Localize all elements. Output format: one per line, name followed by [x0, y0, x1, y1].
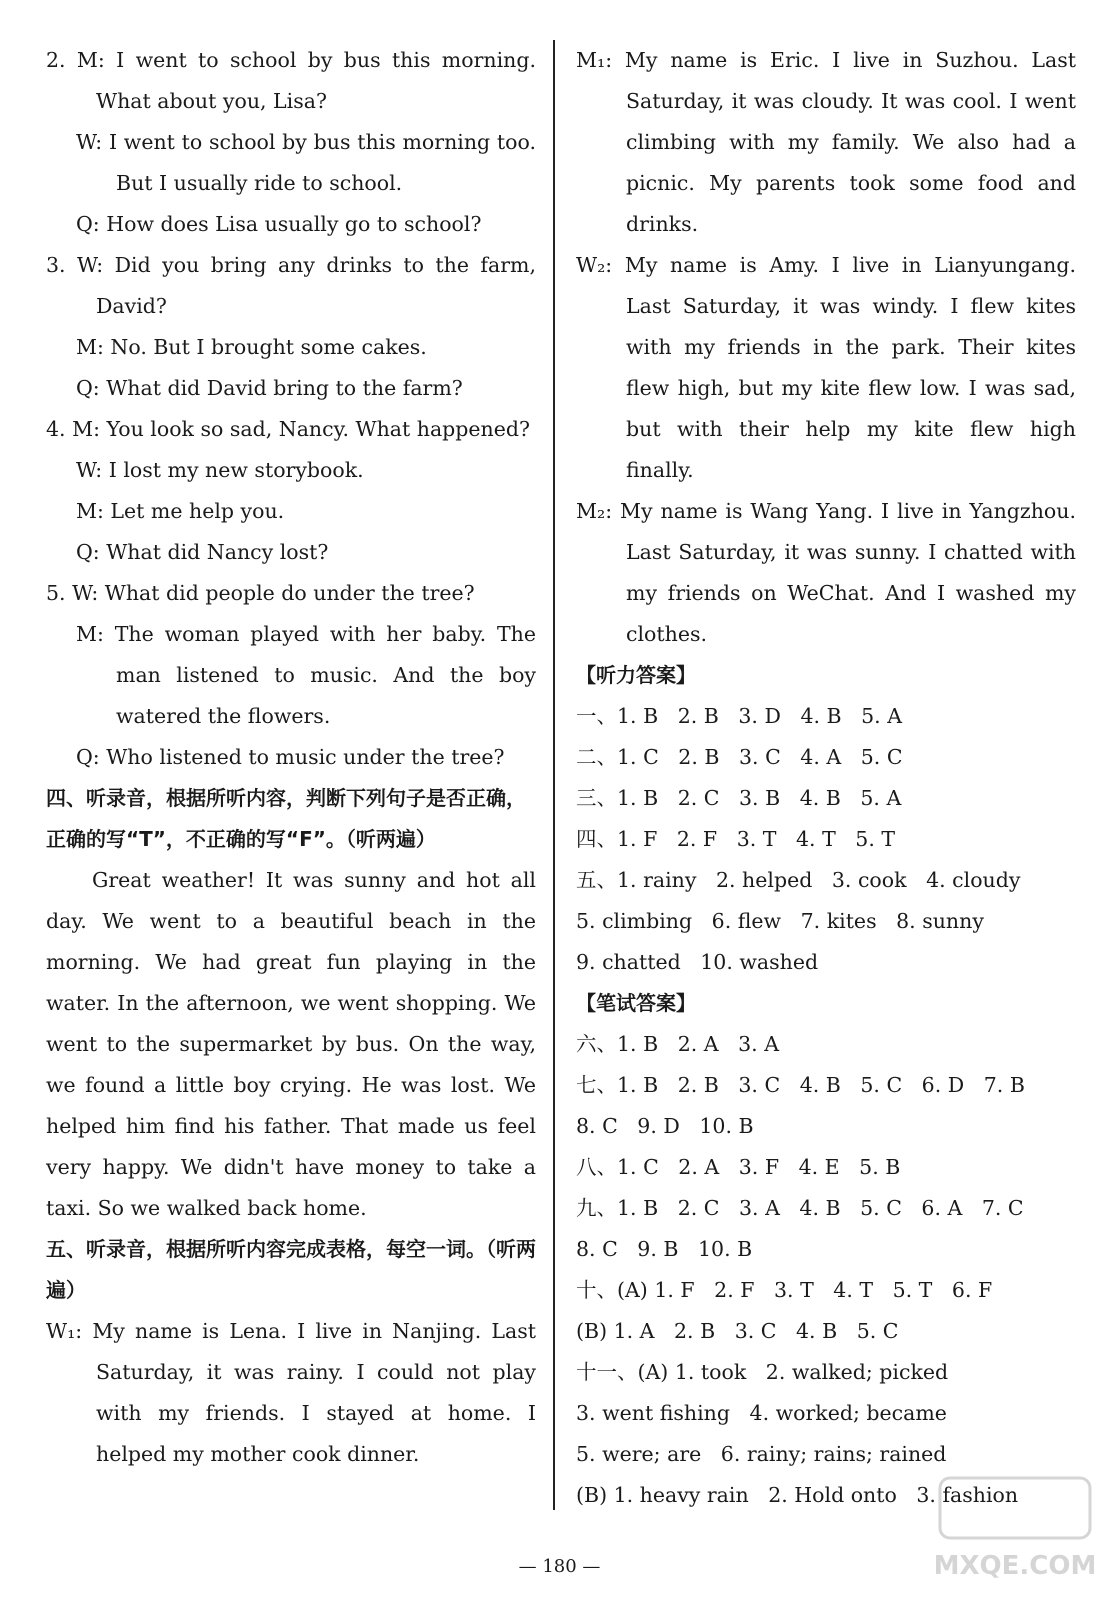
speaker-w1: W₁: My name is Lena. I live in Nanjing. Last Saturday, it was rainy. I could not play with my friends. I stayed at home. I helped my mother cook dinner. — [46, 1319, 536, 1466]
answer-line: 十一、(A) 1. took 2. walked; picked — [576, 1360, 949, 1384]
written-answers-heading: 【笔试答案】 — [576, 991, 696, 1015]
answer-line: 五、1. rainy 2. helped 3. cook 4. cloudy — [576, 868, 1021, 892]
answer-line: 九、1. B 2. C 3. A 4. B 5. C 6. A 7. C — [576, 1196, 1024, 1220]
page-number: — 180 — — [518, 1556, 601, 1577]
answer-line: 8. C 9. D 10. B — [576, 1114, 754, 1138]
left-column — [46, 40, 536, 1475]
listening-answers-heading: 【听力答案】 — [576, 663, 696, 687]
dialogue-line: Q: Who listened to music under the tree? — [76, 745, 505, 769]
section-4-passage: Great weather! It was sunny and hot all day. We went to a beautiful beach in the morning. We had great fun playing in the water. In the afternoon, we went shopping. We went to the supermarket by bus. On the way, we found a little boy crying. He was lost. We helped him find his father. That made us feel very happy. We didn't have money to take a taxi. So we walked back home. — [46, 868, 536, 1220]
answer-line: 9. chatted 10. washed — [576, 950, 819, 974]
speaker-m1: M₁: My name is Eric. I live in Suzhou. Last Saturday, it was cloudy. It was cool. I went climbing with my family. We also had a picnic. My parents took some food and drinks. — [576, 48, 1076, 236]
speaker-w2: W₂: My name is Amy. I live in Lianyungang. Last Saturday, it was windy. I flew kites with my friends in the park. Their kites flew high, but my kite flew low. I was sad, but with their help my kite flew high finally. — [576, 253, 1076, 482]
dialogue-lines — [46, 40, 536, 778]
listening-answers — [576, 696, 1076, 983]
dialogue-line: Q: What did David bring to the farm? — [76, 376, 463, 400]
dialogue-line: 3. W: Did you bring any drinks to the farm, David? — [46, 253, 536, 318]
dialogue-line: Q: What did Nancy lost? — [76, 540, 329, 564]
section-5-heading: 五、听录音，根据所听内容完成表格，每空一词。（听两遍） — [46, 1237, 536, 1302]
answer-line: 5. climbing 6. flew 7. kites 8. sunny — [576, 909, 984, 933]
answer-line: (B) 1. A 2. B 3. C 4. B 5. C — [576, 1319, 899, 1343]
written-answers — [576, 1024, 1076, 1516]
right-column — [576, 40, 1076, 1516]
dialogue-line: M: No. But I brought some cakes. — [76, 335, 427, 359]
answer-line: 8. C 9. B 10. B — [576, 1237, 753, 1261]
answer-line: 一、1. B 2. B 3. D 4. B 5. A — [576, 704, 903, 728]
dialogue-line: 2. M: I went to school by bus this morning. What about you, Lisa? — [46, 48, 536, 113]
svg-text:MXQE.COM: MXQE.COM — [933, 1551, 1097, 1581]
dialogue-line: 5. W: What did people do under the tree? — [46, 581, 475, 605]
section-4-heading: 四、听录音，根据所听内容，判断下列句子是否正确，正确的写“T”，不正确的写“F”。（听两遍） — [46, 786, 526, 851]
dialogue-line: W: I lost my new storybook. — [76, 458, 364, 482]
answer-line: 四、1. F 2. F 3. T 4. T 5. T — [576, 827, 896, 851]
answer-line: 七、1. B 2. B 3. C 4. B 5. C 6. D 7. B — [576, 1073, 1025, 1097]
dialogue-line: M: Let me help you. — [76, 499, 285, 523]
dialogue-line: Q: How does Lisa usually go to school? — [76, 212, 482, 236]
answer-line: 六、1. B 2. A 3. A — [576, 1032, 779, 1056]
answer-line: 十、(A) 1. F 2. F 3. T 4. T 5. T 6. F — [576, 1278, 993, 1302]
column-divider — [553, 40, 555, 1510]
answer-line: 3. went fishing 4. worked; became — [576, 1401, 947, 1425]
dialogue-line: 4. M: You look so sad, Nancy. What happened? — [46, 417, 530, 441]
speaker-m2: M₂: My name is Wang Yang. I live in Yangzhou. Last Saturday, it was sunny. I chatted with my friends on WeChat. And I washed my clothes. — [576, 499, 1076, 646]
answer-line: 5. were; are 6. rainy; rains; rained — [576, 1442, 947, 1466]
answer-line: 二、1. C 2. B 3. C 4. A 5. C — [576, 745, 903, 769]
dialogue-line: M: The woman played with her baby. The man listened to music. And the boy watered the flowers. — [76, 622, 536, 728]
answer-line: 三、1. B 2. C 3. B 4. B 5. A — [576, 786, 902, 810]
watermark-logo-icon — [920, 1470, 1110, 1590]
dialogue-line: W: I went to school by bus this morning too. But I usually ride to school. — [76, 130, 536, 195]
answer-line: 八、1. C 2. A 3. F 4. E 5. B — [576, 1155, 901, 1179]
answer-line: (B) 1. heavy rain 2. Hold onto 3. fashion — [576, 1483, 1019, 1507]
